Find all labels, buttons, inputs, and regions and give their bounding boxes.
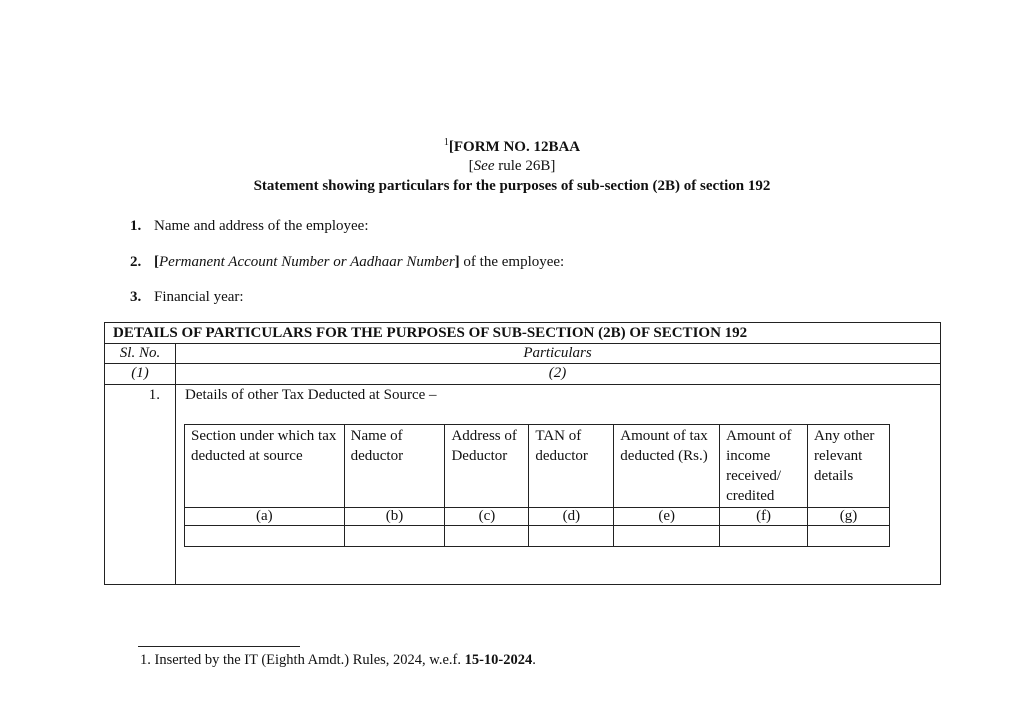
footnote-mark: 1 [443, 137, 449, 148]
item-text: of the employee: [459, 254, 565, 270]
divider [105, 363, 940, 364]
column-number-2: (2) [548, 365, 567, 381]
tds-details-table [184, 424, 890, 547]
column-header-slno: Sl. No. [119, 345, 161, 361]
item-italic-text: Permanent Account Number or Aadhaar Number [159, 254, 455, 270]
item-employee-name [130, 218, 369, 235]
footnote-text: 1. Inserted by the IT (Eighth Amdt.) Rules, 2024, w.e.f. [140, 652, 465, 668]
empty-cell [185, 526, 345, 547]
footnote-date: 15-10-2024 [464, 652, 533, 668]
header-cell: Amount of income received/ credited [720, 425, 808, 508]
item-text: Name and address of the employee: [154, 218, 369, 234]
statement-title: Statement showing particulars for the purposes of sub-section (2B) of section 192 [253, 178, 771, 194]
table-heading: DETAILS OF PARTICULARS FOR THE PURPOSES OF SUB-SECTION (2B) OF SECTION 192 [113, 325, 748, 341]
divider [105, 343, 940, 344]
letter-cell: (f) [720, 508, 808, 526]
row-number: 1. [148, 387, 160, 403]
header-cell: Name of deductor [344, 425, 445, 508]
bracket-close: ] [454, 254, 460, 270]
letter-cell: (g) [808, 508, 890, 526]
form-number: [FORM NO. 12BAA [448, 139, 581, 155]
empty-cell [344, 526, 445, 547]
item-financial-year [130, 289, 244, 306]
footnote [140, 652, 536, 669]
row-description: Details of other Tax Deducted at Source – [185, 387, 437, 403]
footnote-divider [138, 646, 300, 647]
item-number: 1. [130, 218, 142, 234]
column-number-1: (1) [131, 365, 149, 381]
empty-cell [720, 526, 808, 547]
empty-cell [808, 526, 890, 547]
header-cell: Amount of tax deducted (Rs.) [614, 425, 720, 508]
item-number: 2. [130, 254, 142, 270]
header-cell: Any other relevant details [808, 425, 890, 508]
empty-cell [614, 526, 720, 547]
rule-text: rule 26B] [494, 158, 556, 174]
header-cell: TAN of deductor [529, 425, 614, 508]
column-letter-row [185, 508, 890, 526]
letter-cell: (e) [614, 508, 720, 526]
header-cell: Section under which tax deducted at source [185, 425, 345, 508]
table-row [185, 526, 890, 547]
empty-cell [445, 526, 529, 547]
form-title [0, 137, 1024, 156]
letter-cell: (a) [185, 508, 345, 526]
bracket-open: [ [154, 254, 159, 270]
footnote-end: . [532, 652, 536, 668]
letter-cell: (d) [529, 508, 614, 526]
header-cell: Address of Deductor [445, 425, 529, 508]
item-pan-aadhaar [130, 254, 564, 271]
letter-cell: (b) [344, 508, 445, 526]
letter-cell: (c) [445, 508, 529, 526]
divider [105, 384, 940, 385]
rule-open: [ [468, 158, 474, 174]
item-number: 3. [130, 289, 142, 305]
table-header-row [185, 425, 890, 508]
rule-see: See [473, 158, 495, 174]
column-header-particulars: Particulars [523, 345, 592, 361]
item-text: Financial year: [154, 289, 244, 305]
rule-reference [0, 158, 1024, 175]
empty-cell [529, 526, 614, 547]
